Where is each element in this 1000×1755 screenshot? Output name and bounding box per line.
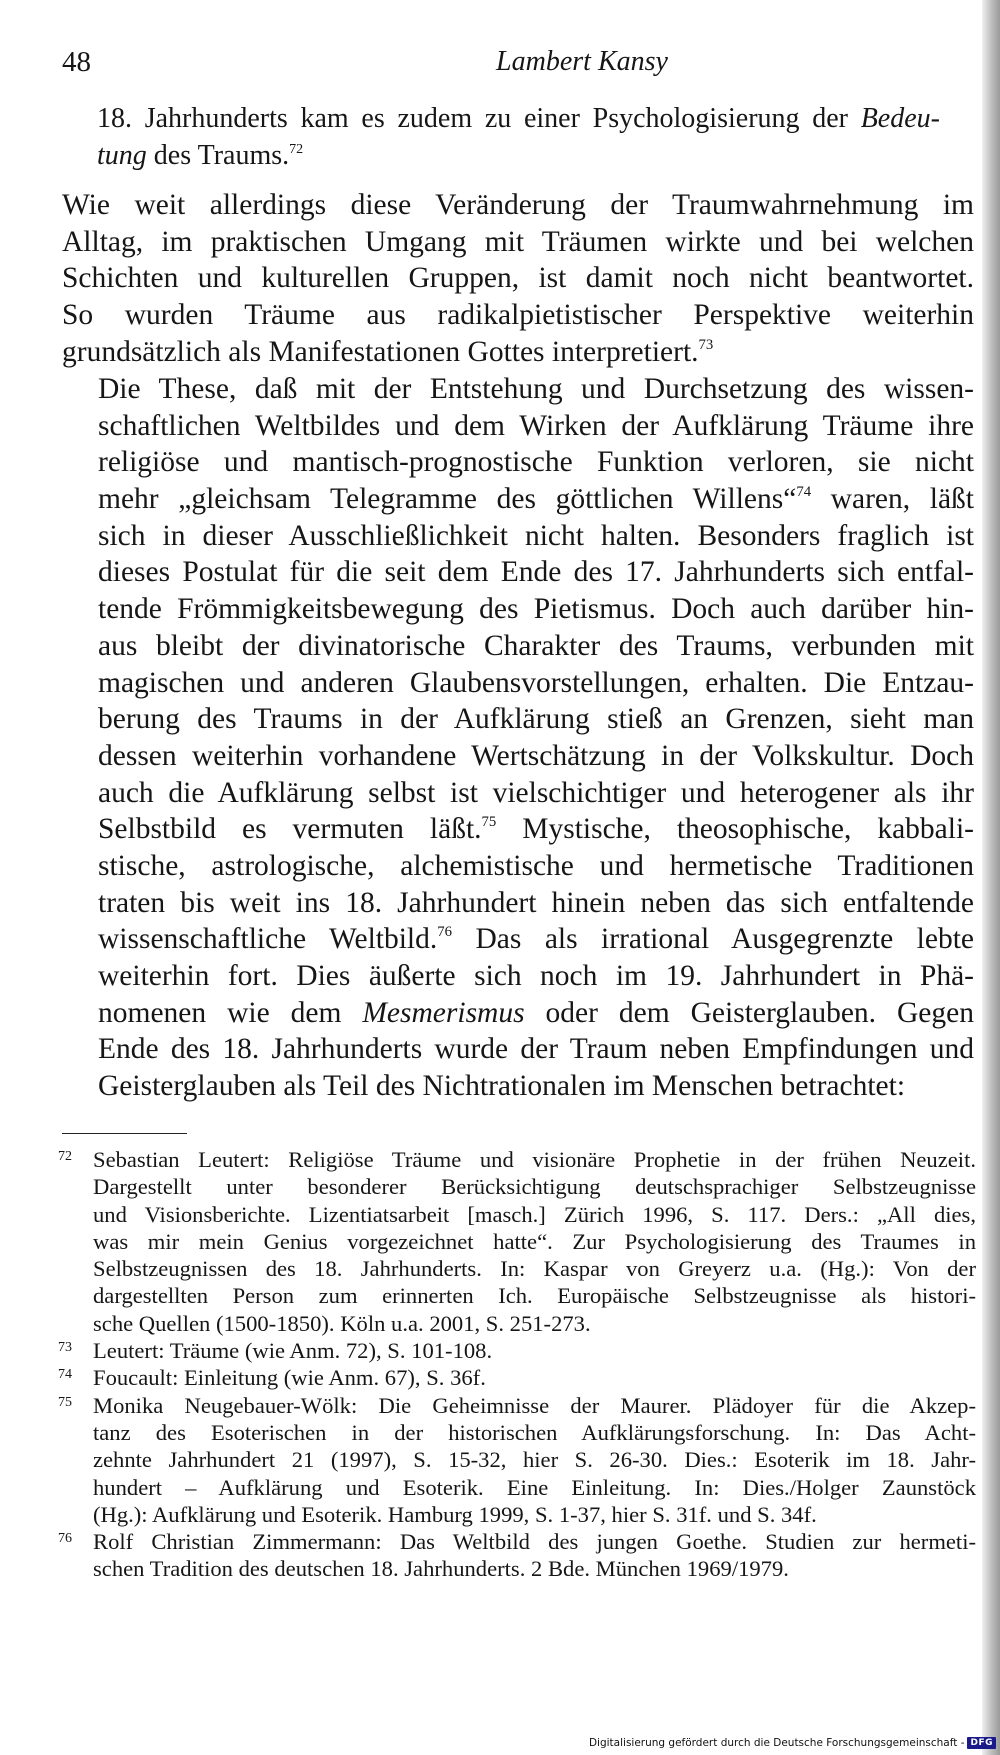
text-run: Schichten und kulturellen Gruppen, ist damit noch nicht beantwortet. (62, 262, 974, 295)
text-run: Alltag, im praktischen Umgang mit Träumen wirkte und bei welchen (62, 225, 974, 258)
text-line (97, 137, 940, 174)
footnote-line: Rolf Christian Zimmermann: Das Weltbild des jungen Goethe. Studien zur hermeti- (93, 1529, 976, 1555)
dfg-logo: DFG (967, 1737, 996, 1749)
text-run: dieses Postulat für die seit dem Ende des 17. Jahrhunderts sich entfal- (98, 556, 974, 589)
text-run: sich in dieser Ausschließlichkeit nicht halten. Besonders fraglich ist (98, 519, 974, 552)
footnote-separator (62, 1133, 187, 1134)
text-line (62, 848, 974, 885)
italic-text: tung (97, 140, 147, 171)
text-run: des Traums. (146, 140, 290, 171)
text-run: aus bleibt der divinatorische Charakter des Traums, verbunden mit (98, 629, 974, 662)
text-run: nomenen wie dem (98, 996, 363, 1029)
text-run: Geisterglauben als Teil des Nichtrationalen im Menschen betrachtet: (98, 1070, 906, 1103)
footnote-line: Selbstzeugnissen des 18. Jahrhunderts. In: Kaspar von Greyerz u.a. (Hg.): Von der (93, 1256, 976, 1282)
text-run: waren, läßt (811, 483, 974, 516)
footnote-ref: 72 (289, 141, 304, 157)
stamp-text: Digitalisierung gefördert durch die Deutsche Forschungsgemeinschaft - (588, 1737, 965, 1749)
text-line (62, 297, 974, 334)
footnote-line: Sebastian Leutert: Religiöse Träume und visionäre Prophetie in der frühen Neuzeit. (93, 1147, 976, 1172)
text-line (62, 995, 974, 1032)
footnote-number: 75 (58, 1394, 72, 1410)
text-run: Die These, daß mit der Entstehung und Durchsetzung des wissen- (98, 373, 974, 405)
footnote-line: Monika Neugebauer-Wölk: Die Geheimnisse der Maurer. Plädoyer für die Akzep- (93, 1392, 976, 1418)
text-run: weiterhin fort. Dies äußerte sich noch im 19. Jahrhundert in Phä- (98, 960, 974, 992)
text-run: Das als irrational Ausgegrenzte lebte (452, 923, 974, 956)
footnote-line: schen Tradition des deutschen 18. Jahrhunderts. 2 Bde. München 1969/1979. (93, 1556, 789, 1582)
text-run: dessen weiterhin vorhandene Wertschätzung in der Volkskultur. Doch (98, 739, 974, 772)
footnote (58, 1528, 976, 1583)
text-run: Selbstbild es vermuten läßt. (98, 813, 482, 846)
text-run: So wurden Träume aus radikalpietistischer Perspektive weiterhin (62, 299, 974, 332)
text-line (62, 371, 974, 408)
text-line (62, 701, 974, 738)
text-line (62, 481, 974, 518)
footnote-line: dargestellten Person zum erinnerten Ich. Europäische Selbstzeugnisse als histori- (93, 1283, 976, 1309)
digitization-stamp (589, 1734, 996, 1752)
italic-text: Mesmerismus (362, 996, 525, 1029)
footnote-ref: 75 (481, 814, 497, 831)
footnotes (58, 1146, 976, 1583)
footnote-ref: 74 (796, 484, 812, 501)
continuation-paragraph (97, 100, 940, 174)
text-line (62, 811, 974, 848)
text-run: 18. Jahrhunderts kam es zudem zu einer Psychologisierung der (97, 103, 861, 134)
footnote (58, 1146, 976, 1337)
text-run: auch die Aufklärung selbst ist vielschichtiger und heterogener als ihr (98, 776, 974, 809)
text-line (62, 628, 974, 665)
text-line (62, 408, 974, 445)
text-line (62, 1031, 974, 1068)
text-line (62, 958, 974, 995)
text-line (62, 260, 974, 297)
text-run: schaftlichen Weltbildes und dem Wirken der Aufklärung Träume ihre (98, 409, 974, 442)
footnote-line: was mir mein Genius vorgezeichnet hatte“. Zur Psychologisierung des Traumes in (93, 1228, 976, 1254)
text-line (62, 738, 974, 775)
text-run: oder dem Geisterglauben. Gegen (524, 996, 974, 1029)
text-line (97, 100, 940, 137)
text-line (62, 518, 974, 555)
text-run: Ende des 18. Jahrhunderts wurde der Traum neben Empfindungen und (98, 1033, 974, 1066)
text-run: berung des Traums in der Aufklärung stieß an Grenzen, sieht man (98, 703, 974, 736)
text-run: Mystische, theosophische, kabbali- (496, 813, 974, 846)
running-title: Lambert Kansy (496, 46, 668, 77)
text-line (62, 775, 974, 812)
text-line (62, 885, 974, 922)
text-line (62, 591, 974, 628)
running-head (62, 46, 972, 90)
text-run: traten bis weit ins 18. Jahrhundert hinein neben das sich entfaltende (98, 886, 974, 919)
footnote-line: Dargestellt unter besonderer Berücksichtigung deutschsprachiger Selbstzeugnisse (93, 1174, 976, 1200)
footnote-number: 74 (58, 1367, 72, 1383)
footnote (58, 1337, 976, 1364)
text-line (62, 554, 974, 591)
paragraph-2 (62, 371, 974, 1105)
footnote-line: (Hg.): Aufklärung und Esoterik. Hamburg 1999, S. 1-37, hier S. 31f. und S. 34f. (93, 1501, 817, 1527)
footnote-ref: 73 (698, 336, 714, 353)
text-line (62, 444, 974, 481)
footnote-line: zehnte Jahrhundert 21 (1997), S. 15-32, hier S. 26-30. Dies.: Esoterik im 18. Jahr- (93, 1447, 976, 1473)
text-run: mehr „gleichsam Telegramme des göttlichen Willens“ (98, 483, 797, 516)
footnote-number: 76 (58, 1531, 72, 1547)
footnote (58, 1364, 976, 1391)
text-run: grundsätzlich als Manifestationen Gottes interpretiert. (62, 335, 699, 368)
text-line (62, 187, 974, 224)
text-run: stische, astrologische, alchemistische und hermetische Traditionen (98, 849, 974, 882)
text-run: religiöse und mantisch-prognostische Funktion verloren, sie nicht (98, 446, 974, 479)
italic-text: Bedeu- (860, 103, 940, 134)
text-run: wissenschaftliche Weltbild. (98, 923, 438, 956)
paragraph-1 (62, 187, 974, 370)
footnote-line: und Visionsberichte. Lizentiatsarbeit [masch.] Zürich 1996, S. 117. Ders.: „All dies, (93, 1201, 976, 1227)
footnote-ref: 76 (437, 924, 452, 941)
footnote (58, 1392, 976, 1528)
text-run: tende Frömmigkeitsbewegung des Pietismus. Doch auch darüber hin- (98, 593, 974, 626)
footnote-line: hundert – Aufklärung und Esoterik. Eine Einleitung. In: Dies./Holger Zaunstöck (93, 1474, 976, 1500)
text-line (62, 224, 974, 261)
footnote-line: tanz des Esoterischen in der historischen Aufklärungsforschung. In: Das Acht- (93, 1419, 976, 1445)
text-line (62, 334, 974, 371)
page-edge-shadow (982, 0, 1000, 1755)
page-number: 48 (62, 46, 91, 78)
footnote-number: 73 (58, 1340, 72, 1356)
footnote-number: 72 (58, 1149, 72, 1164)
text-run: magischen und anderen Glaubensvorstellungen, erhalten. Die Entzau- (98, 666, 974, 699)
footnote-line: sche Quellen (1500-1850). Köln u.a. 2001, S. 251-273. (93, 1310, 591, 1336)
footnote-line: Leutert: Träume (wie Anm. 72), S. 101-108. (93, 1338, 493, 1364)
text-line (62, 921, 974, 958)
text-run: Wie weit allerdings diese Veränderung der Traumwahrnehmung im (62, 189, 974, 221)
footnote-line: Foucault: Einleitung (wie Anm. 67), S. 36f. (93, 1365, 486, 1391)
text-line (62, 665, 974, 702)
text-line (62, 1068, 974, 1105)
